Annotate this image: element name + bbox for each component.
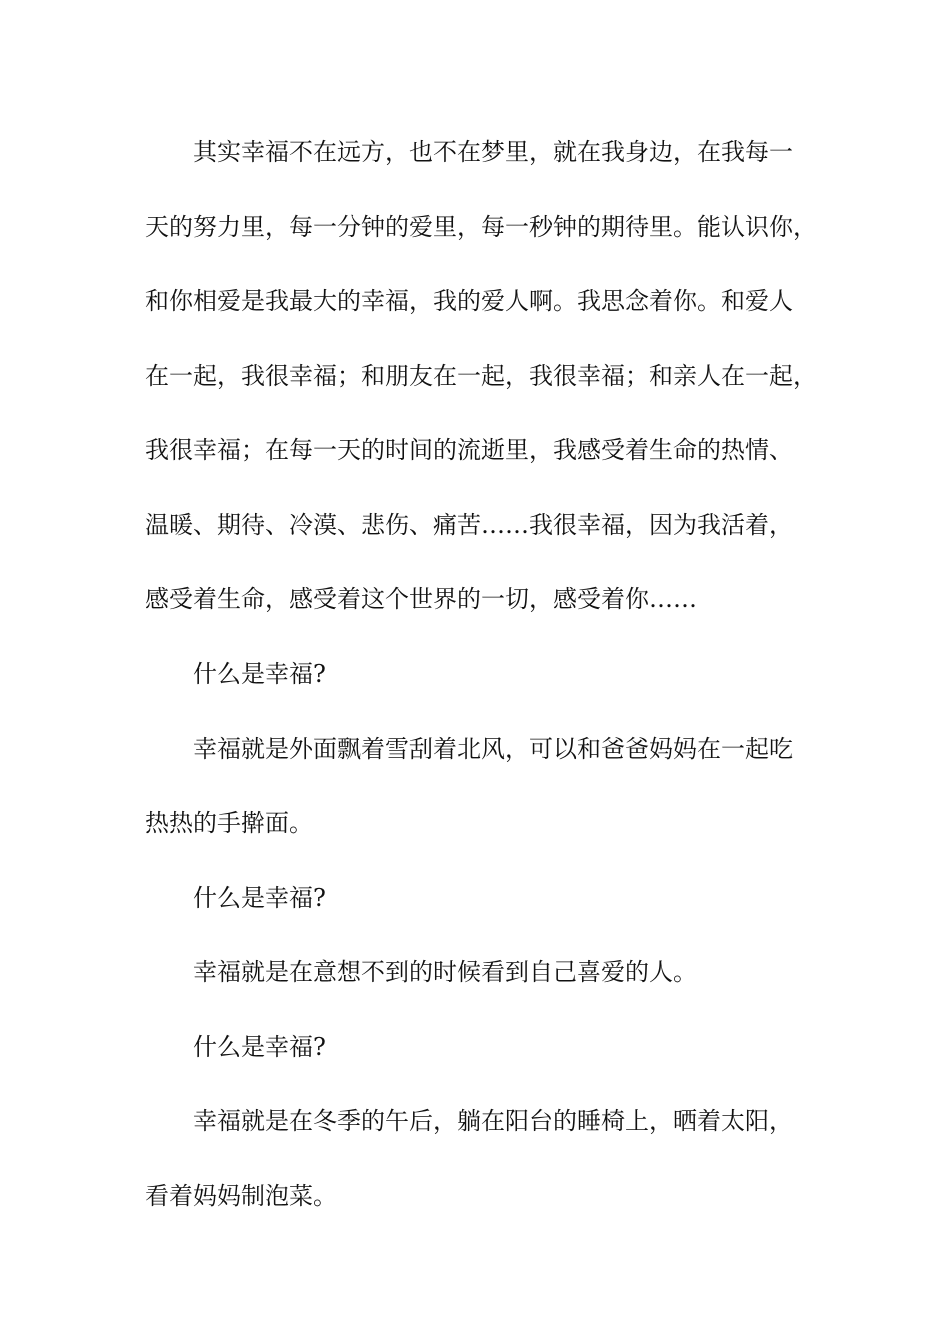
- question-line: 什么是幸福?: [193, 660, 326, 688]
- text-line: 温暖、期待、冷漠、悲伤、痛苦……我很幸福，因为我活着，: [145, 511, 793, 539]
- text-line: 和你相爱是我最大的幸福，我的爱人啊。我思念着你。和爱人: [145, 287, 793, 315]
- text-line: 天的努力里，每一分钟的爱里，每一秒钟的期待里。能认识你，: [145, 213, 817, 241]
- text-line: 其实幸福不在远方，也不在梦里，就在我身边，在我每一: [193, 138, 793, 166]
- text-line: 幸福就是在冬季的午后，躺在阳台的睡椅上，晒着太阳，: [193, 1107, 793, 1135]
- text-line: 幸福就是在意想不到的时候看到自己喜爱的人。: [193, 958, 697, 986]
- question-line: 什么是幸福?: [193, 1033, 326, 1061]
- text-line: 热热的手擀面。: [145, 809, 313, 837]
- text-line: 看着妈妈制泡菜。: [145, 1182, 337, 1210]
- text-line: 我很幸福；在每一天的时间的流逝里，我感受着生命的热情、: [145, 436, 793, 464]
- text-line: 感受着生命，感受着这个世界的一切，感受着你……: [145, 585, 697, 613]
- question-line: 什么是幸福?: [193, 884, 326, 912]
- text-line: 在一起，我很幸福；和朋友在一起，我很幸福；和亲人在一起，: [145, 362, 817, 390]
- text-line: 幸福就是外面飘着雪刮着北风，可以和爸爸妈妈在一起吃: [193, 735, 793, 763]
